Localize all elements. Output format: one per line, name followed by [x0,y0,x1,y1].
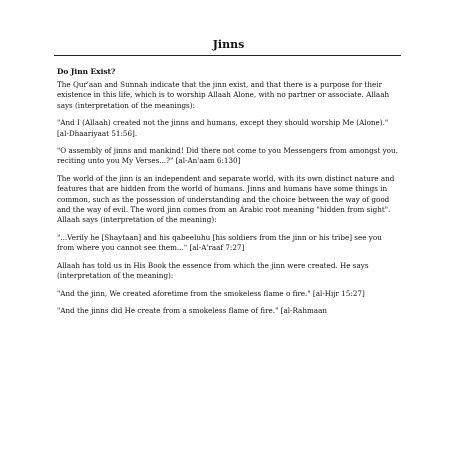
title-underline [54,55,401,56]
paragraph-essence: Allaah has told us in His Book the essence from which the jinn were created. He says (interpretation of the meaning): [57,260,369,281]
paragraph-quote-araaf: "...Verily he [Shaytaan] and his qabeeluhu [his soldiers from the jinn or his tribe] see you from where you cannot see them..." [al-A'raaf 7:27] [57,232,382,253]
document-title: Jinns [212,38,245,51]
section-heading: Do Jinn Exist? [57,67,116,76]
paragraph-quote-anaam: "O assembly of jinns and mankind! Did there not come to you Messengers from amongst you, reciting unto you My Verses...?" [al-An'aam 6:130] [57,146,398,166]
paragraph-quote-hijr: "And the jinn, We created aforetime from the smokeless flame o fire." [al-Hijr 15:27] [57,288,365,298]
paragraph-intro: The Qur'aan and Sunnah indicate that the jinn exist, and that there is a purpose for their existence in this life, which is to worship Allaah Alone, with no partner or associate. Allaah says (interpretation of the meanings): [57,80,390,110]
paragraph-quote-dhaariyaat: "And I (Allaah) created not the jinns and humans, except they should worship Me (Alone)." [al-Dhaariyaat 51:56]. [57,118,389,138]
paragraph-quote-rahmaan: "And the jinns did He create from a smokeless flame of fire." [al-Rahmaan [57,305,327,315]
document-page [57,38,400,316]
paragraph-world-of-jinn: The world of the jinn is an independent and separate world, with its own distinct nature and features that are hidden from the world of humans. Jinns and humans have some things in common, such as the possession of understanding and the choice between the way of good and the way of evil. The word jinn comes from an Arabic root meaning "hidden from sight". Allaah says (interpretation of the meaning): [57,173,395,225]
